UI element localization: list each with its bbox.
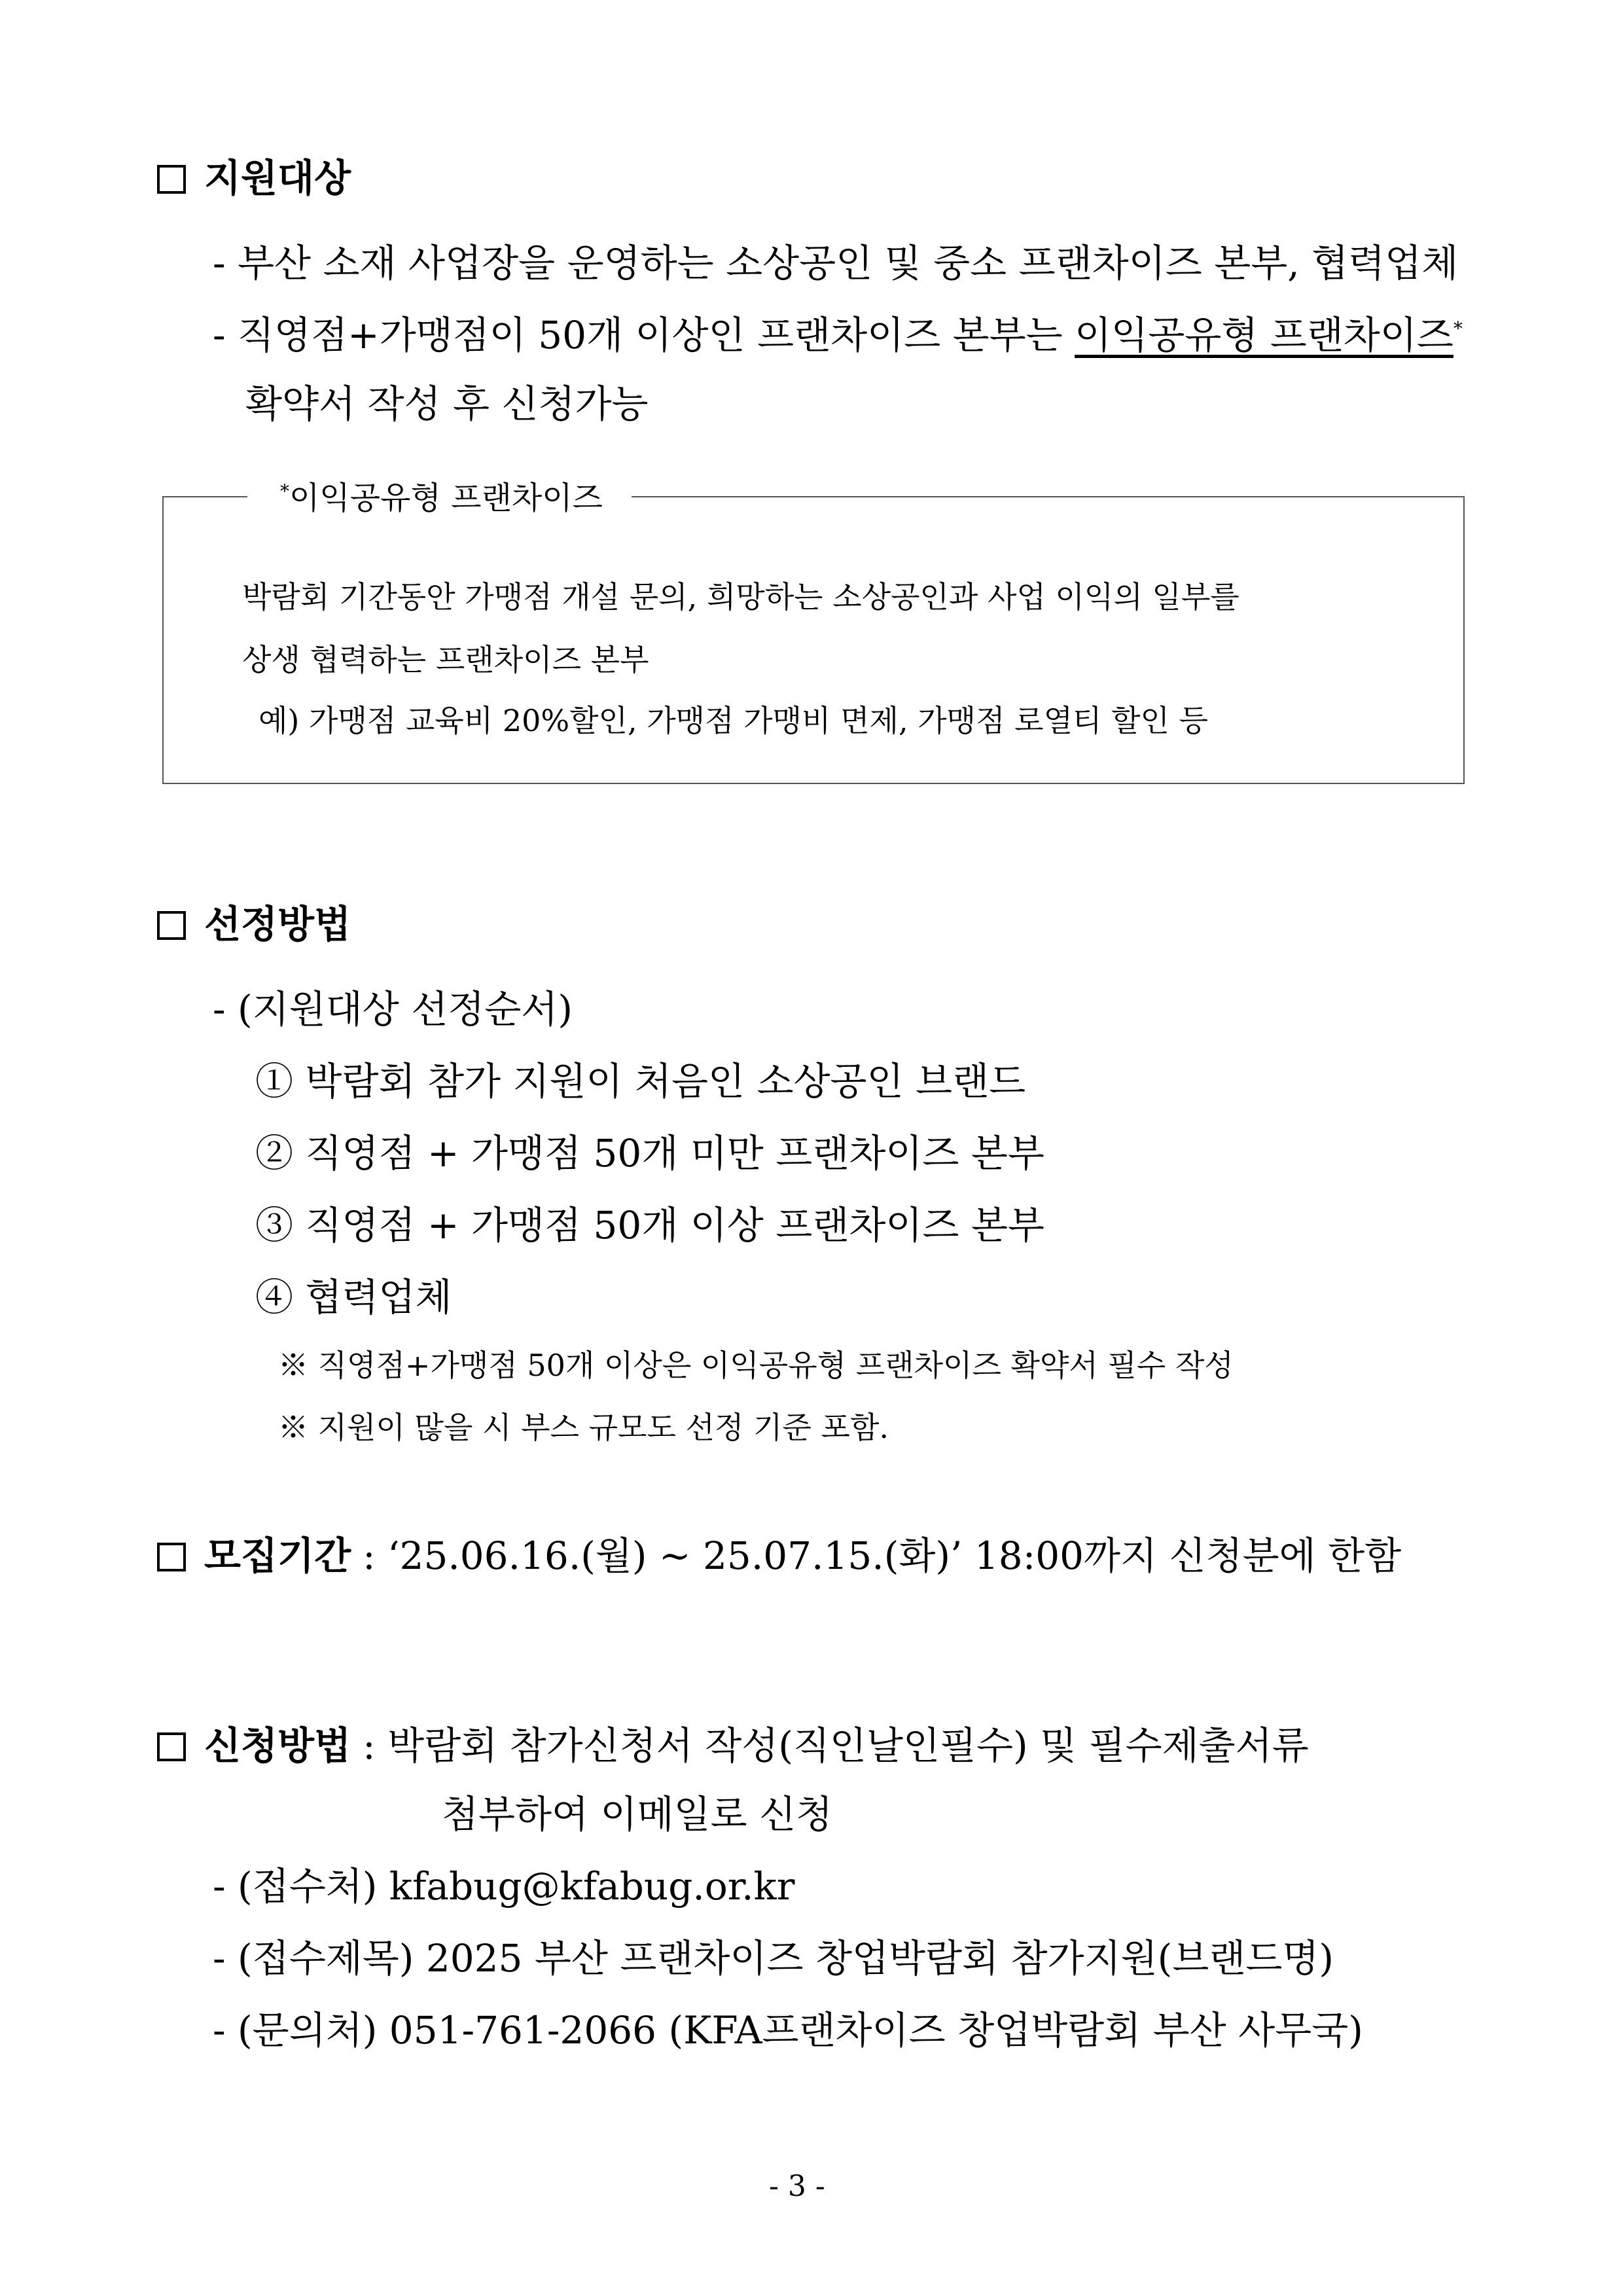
section-title: 신청방법 — [204, 1723, 351, 1768]
section-heading-selection — [157, 893, 351, 948]
section-title: 지원대상 — [204, 156, 351, 200]
page-number: - 3 - — [769, 2170, 825, 2203]
checkbox-square-icon — [157, 165, 186, 194]
application-method-text: : 박람회 참가신청서 작성(직인날인필수) 및 필수제출서류 — [363, 1723, 1309, 1768]
footnote-mark: * — [280, 480, 289, 502]
application-detail: - (문의처) 051-761-2066 (KFA프랜차이즈 창업박람회 부산 사무국) — [213, 2008, 1363, 2053]
footnote-mark: * — [1453, 317, 1463, 340]
section-title: 모집기간 — [204, 1534, 351, 1578]
selection-item: ④ 협력업체 — [255, 1275, 452, 1319]
recruitment-period-text: : ‘25.06.16.(월) ~ 25.07.15.(화)’ 18:00까지 신청분에 한함 — [363, 1534, 1402, 1578]
checkbox-square-icon — [157, 1543, 186, 1571]
definition-example: 예) 가맹점 교육비 20%할인, 가맹점 가맹비 면제, 가맹점 로열티 할인 등 — [259, 703, 1208, 738]
selection-item: ① 박람회 참가 지원이 처음인 소상공인 브랜드 — [255, 1059, 1026, 1103]
section-heading-period — [157, 1525, 1401, 1580]
eligibility-line-3: 확약서 작성 후 신청가능 — [245, 382, 649, 426]
definition-line-1: 박람회 기간동안 가맹점 개설 문의, 희망하는 소상공인과 사업 이익의 일부를 — [242, 579, 1240, 615]
definition-title-text: 이익공유형 프랜차이즈 — [289, 480, 603, 516]
selection-note: ※ 직영점+가맹점 50개 이상은 이익공유형 프랜차이즈 확약서 필수 작성 — [278, 1348, 1234, 1383]
selection-item: ③ 직영점 + 가맹점 50개 이상 프랜차이즈 본부 — [255, 1203, 1044, 1247]
eligibility-line-2-text: - 직영점+가맹점이 50개 이상인 프랜차이즈 본부는 — [213, 313, 1075, 357]
application-detail: - (접수제목) 2025 부산 프랜차이즈 창업박람회 참가지원(브랜드명) — [213, 1936, 1334, 1981]
selection-note: ※ 지원이 많을 시 부스 규모도 선정 기준 포함. — [278, 1410, 889, 1445]
definition-box-title — [247, 473, 632, 518]
section-title: 선정방법 — [204, 902, 351, 946]
definition-line-2: 상생 협력하는 프랜차이즈 본부 — [242, 642, 649, 677]
profit-sharing-term: 이익공유형 프랜차이즈 — [1075, 313, 1454, 357]
eligibility-line-1: - 부산 소재 사업장을 운영하는 소상공인 및 중소 프랜차이즈 본부, 협력업체 — [213, 241, 1459, 285]
section-heading-application — [157, 1715, 1309, 1770]
application-detail: - (접수처) kfabug@kfabug.or.kr — [213, 1864, 795, 1909]
section-heading-eligibility — [157, 147, 351, 202]
application-method-cont: 첨부하여 이메일로 신청 — [442, 1792, 833, 1837]
checkbox-square-icon — [157, 1732, 186, 1761]
selection-item: ② 직영점 + 가맹점 50개 미만 프랜차이즈 본부 — [255, 1131, 1044, 1175]
eligibility-line-2 — [213, 304, 1463, 359]
selection-subtitle: - (지원대상 선정순서) — [213, 987, 573, 1031]
checkbox-square-icon — [157, 911, 186, 940]
